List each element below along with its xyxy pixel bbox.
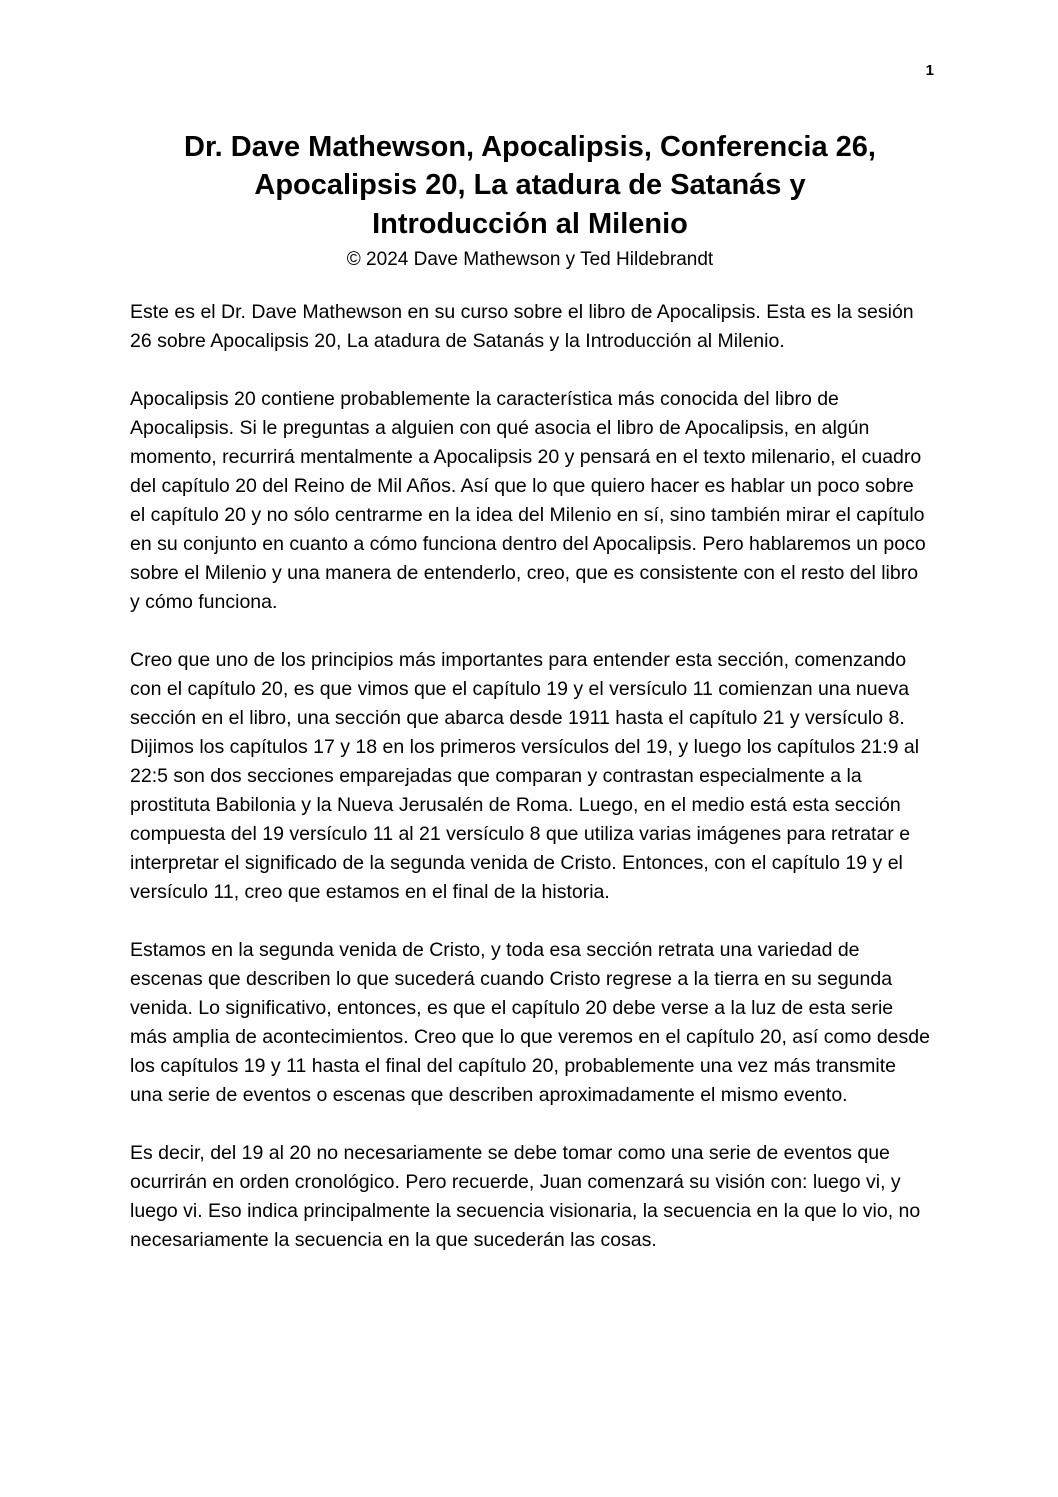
copyright-line: © 2024 Dave Mathewson y Ted Hildebrandt [346, 248, 714, 270]
paragraph: Este es el Dr. Dave Mathewson en su curso sobre el libro de Apocalipsis. Esta es la sesión 26 sobre Apocalipsis 20, La atadura de Satanás y la Introducción al Milenio. [130, 301, 914, 353]
page-number: 1 [925, 62, 934, 79]
paragraph: Es decir, del 19 al 20 no necesariamente se debe tomar como una serie de eventos que ocurrirán en orden cronológico. Pero recuerde, Juan comenzará su visión con: luego vi, y luego vi. Eso indica principalmente la secuencia visionaria, la secuencia en la que lo vio, no necesariamente la secuencia en la que sucederán las cosas. [130, 1142, 921, 1252]
document-content [130, 128, 930, 1284]
paragraph: Estamos en la segunda venida de Cristo, y toda esa sección retrata una variedad de escenas que describen lo que sucederá cuando Cristo regrese a la tierra en su segunda venida. Lo significativo, entonces, es que el capítulo 20 debe verse a la luz de esta serie más amplia de acontecimientos. Creo que lo que veremos en el capítulo 20, así como desde los capítulos 19 y 11 hasta el final del capítulo 20, probablemente una vez más transmite una serie de eventos o escenas que describen aproximadamente el mismo evento. [130, 939, 930, 1107]
paragraph: Apocalipsis 20 contiene probablemente la característica más conocida del libro de Apocalipsis. Si le preguntas a alguien con qué asocia el libro de Apocalipsis, en algún momento, recurrirá mentalmente a Apocalipsis 20 y pensará en el texto milenario, el cuadro del capítulo 20 del Reino de Mil Años. Así que lo que quiero hacer es hablar un poco sobre el capítulo 20 y no sólo centrarme en la idea del Milenio en sí, sino también mirar el capítulo en su conjunto en cuanto a cómo funciona dentro del Apocalipsis. Pero hablaremos un poco sobre el Milenio y una manera de entenderlo, creo, que es consistente con el resto del libro y cómo funciona. [130, 388, 926, 614]
paragraph: Creo que uno de los principios más importantes para entender esta sección, comenzando con el capítulo 20, es que vimos que el capítulo 19 y el versículo 11 comienzan una nueva sección en el libro, una sección que abarca desde 1911 hasta el capítulo 21 y versículo 8. Dijimos los capítulos 17 y 18 en los primeros versículos del 19, y luego los capítulos 21:9 al 22:5 son dos secciones emparejadas que comparan y contrastan especialmente a la prostituta Babilonia y la Nueva Jerusalén de Roma. Luego, en el medio está esta sección compuesta del 19 versículo 11 al 21 versículo 8 que utiliza varias imágenes para retratar e interpretar el significado de la segunda venida de Cristo. Entonces, con el capítulo 19 y el versículo 11, creo que estamos en el final de la historia. [130, 649, 920, 904]
document-title-line-3: Introducción al Milenio [372, 207, 688, 240]
document-title-line-1: Dr. Dave Mathewson, Apocalipsis, Conferencia 26, [184, 131, 876, 163]
document-title [130, 128, 930, 243]
document-body [130, 298, 930, 1255]
document-title-line-2: Apocalipsis 20, La atadura de Satanás y [254, 169, 806, 202]
